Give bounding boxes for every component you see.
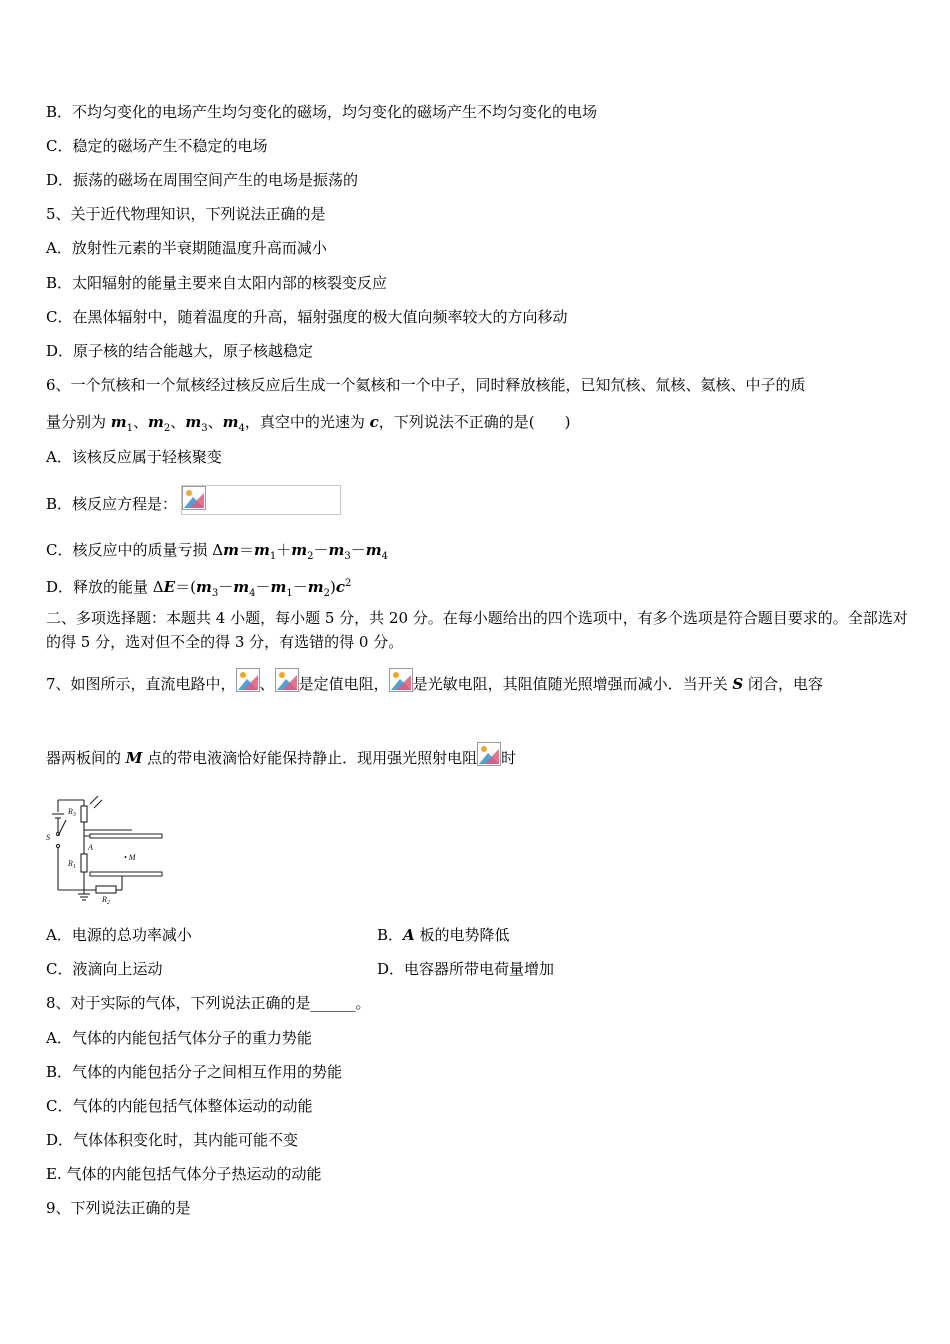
svg-text:R3: $R_3$ bbox=[68, 807, 76, 818]
resistor-r3-image-icon bbox=[477, 742, 501, 766]
q4-option-b: B．不均匀变化的电场产生均匀变化的磁场，均匀变化的磁场产生不均匀变化的电场 bbox=[46, 103, 598, 121]
resistor-r1-image-icon bbox=[236, 668, 260, 692]
q8-option-d: D．气体体积变化时，其内能可能不变 bbox=[46, 1131, 299, 1149]
q8-stem: 8、对于实际的气体，下列说法正确的是______。 bbox=[46, 994, 371, 1012]
q7-option-c: C．液滴向上运动 bbox=[46, 960, 163, 978]
resistor-r2-image-icon bbox=[275, 668, 299, 692]
q6-option-a: A．该核反应属于轻核聚变 bbox=[46, 448, 222, 466]
q6-option-b: B．核反应方程是： bbox=[46, 485, 341, 515]
q6-stem-line1: 6、一个氘核和一个氚核经过核反应后生成一个氦核和一个中子，同时释放核能，已知氘核、氚核、氦核、中子的质 bbox=[46, 376, 806, 394]
q9-stem: 9、下列说法正确的是 bbox=[46, 1199, 191, 1217]
equation-image-placeholder bbox=[181, 485, 341, 515]
q7-option-b: B．A 板的电势降低 bbox=[377, 926, 510, 944]
q5-stem: 5、关于近代物理知识，下列说法正确的是 bbox=[46, 205, 326, 223]
q4-option-d: D．振荡的磁场在周围空间产生的电场是振荡的 bbox=[46, 171, 359, 189]
q4-option-c: C．稳定的磁场产生不稳定的电场 bbox=[46, 137, 268, 155]
q5-option-d: D．原子核的结合能越大，原子核越稳定 bbox=[46, 342, 314, 360]
svg-text:S: S bbox=[46, 833, 50, 842]
q8-option-e: E. 气体的内能包括气体分子热运动的动能 bbox=[46, 1165, 322, 1183]
q8-option-c: C．气体的内能包括气体整体运动的动能 bbox=[46, 1097, 313, 1115]
q7-stem-line1: 7、如图所示，直流电路中， 、 是定值电阻， 是光敏电阻，其阻值随光照增强而减小．当开关 S 闭合，电容 bbox=[46, 668, 823, 697]
q8-option-a: A．气体的内能包括气体分子的重力势能 bbox=[46, 1029, 312, 1047]
q6-stem-line2: 量分别为 $m_1$、$m_2$、$m_3$、$m_4$，真空中的光速为 c，下列说法不正确的是( ) bbox=[46, 413, 571, 434]
q7-stem-line2: 器两板间的 M 点的带电液滴恰好能保持静止．现用强光照射电阻 时 bbox=[46, 742, 516, 771]
resistor-r3-image-icon bbox=[389, 668, 413, 692]
section-2-instructions: 二、多项选择题：本题共 4 小题，每小题 5 分，共 20 分。在每小题给出的四个选项中，有多个选项是符合题目要求的。全部选对的得 5 分，选对但不全的得 3 分，有选错的得 0 分。 bbox=[46, 609, 908, 651]
q6-option-c: C．核反应中的质量亏损 $\Delta m=m_1+m_2-m_3-m_4$ bbox=[46, 541, 389, 562]
q8-option-b: B．气体的内能包括分子之间相互作用的势能 bbox=[46, 1063, 343, 1081]
broken-image-icon bbox=[182, 486, 206, 510]
svg-text:R2: $R_2$ bbox=[102, 895, 110, 906]
svg-text:A: A bbox=[88, 843, 93, 852]
q6-option-d: D．释放的能量 $\Delta E=(m_3-m_4-m_1-m_2)c^2$ bbox=[46, 578, 352, 599]
svg-text:• M: • M bbox=[124, 853, 136, 862]
circuit-diagram bbox=[46, 790, 168, 906]
q5-option-c: C．在黑体辐射中，随着温度的升高，辐射强度的极大值向频率较大的方向移动 bbox=[46, 308, 568, 326]
q7-option-a: A．电源的总功率减小 bbox=[46, 926, 192, 944]
q7-option-d: D．电容器所带电荷量增加 bbox=[377, 960, 555, 978]
svg-text:R1: $R_1$ bbox=[68, 859, 76, 870]
q5-option-a: A．放射性元素的半衰期随温度升高而减小 bbox=[46, 239, 327, 257]
q5-option-b: B．太阳辐射的能量主要来自太阳内部的核裂变反应 bbox=[46, 274, 388, 292]
